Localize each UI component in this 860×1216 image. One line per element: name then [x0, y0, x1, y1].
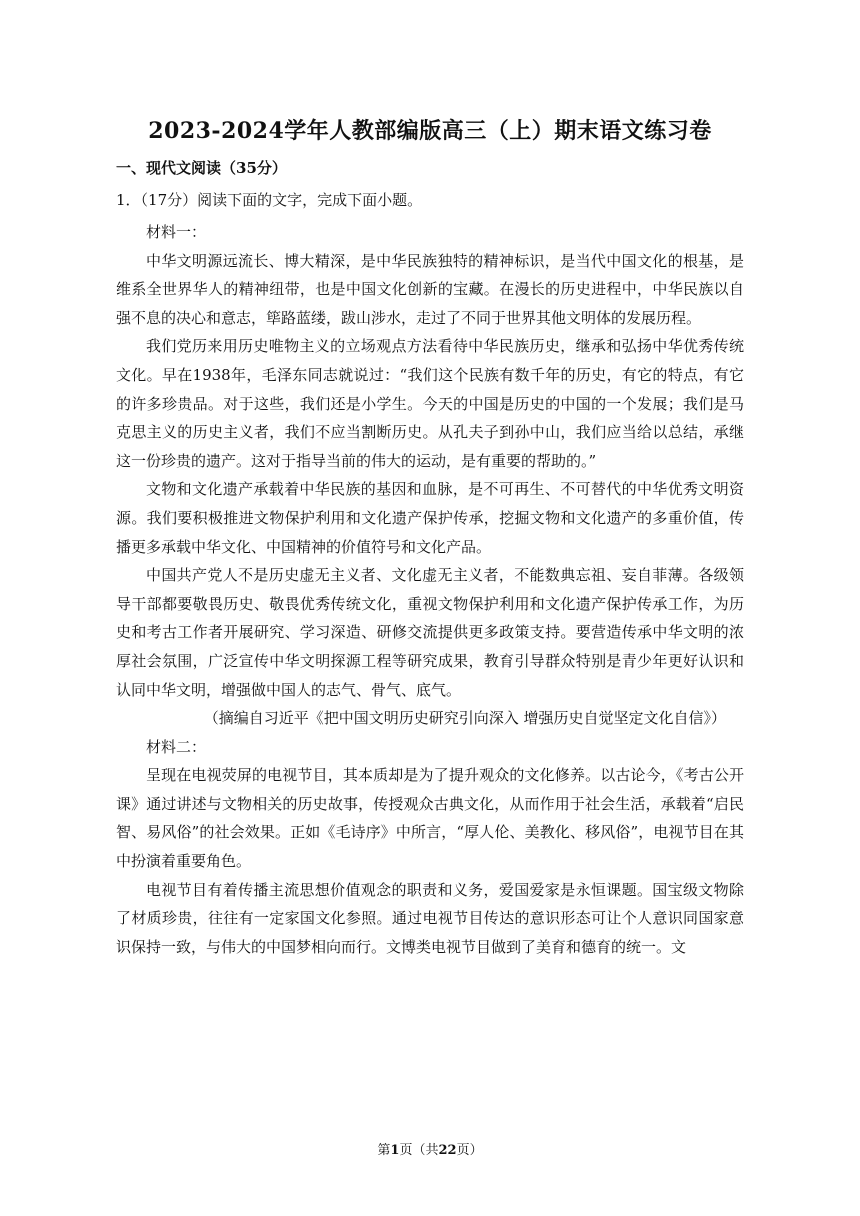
- paragraph: 呈现在电视荧屏的电视节目，其本质却是为了提升观众的文化修养。以古论今，《考古公开课》通过讲述与文物相关的历史故事，传授观众古典文化，从而作用于社会生活，承载着“启民智、易风俗”的社会效果。正如《毛诗序》中所言，“厚人伦、美教化、移风俗”，电视节目在其中扮演着重要角色。: [116, 766, 744, 871]
- page-footer: [0, 1139, 860, 1158]
- question-prompt: 1．（17分）阅读下面的文字，完成下面小题。: [116, 191, 423, 209]
- section-heading: 一、现代文阅读（35分）: [116, 159, 287, 177]
- material-label: 材料二：: [146, 737, 207, 756]
- paragraph: 文物和文化遗产承载着中华民族的基因和血脉，是不可再生、不可替代的中华优秀文明资源。我们要积极推进文物保护利用和文化遗产保护传承，挖掘文物和文化遗产的多重价值，传播更多承载中华文化、中国精神的价值符号和文化产品。: [116, 480, 744, 556]
- total-pages: 22: [438, 1143, 457, 1158]
- paragraph: 我们党历来用历史唯物主义的立场观点方法看待中华民族历史，继承和弘扬中华优秀传统文化。早在1938年，毛泽东同志就说过：“我们这个民族有数千年的历史，有它的特点，有它的许多珍贵品。对于这些，我们还是小学生。今天的中国是历史的中国的一个发展；我们是马克思主义的历史主义者，我们不应当割断历史。从孔夫子到孙中山，我们应当给以总结，承继这一份珍贵的遗产。这对于指导当前的伟大的运动，是有重要的帮助的。”: [116, 337, 744, 470]
- material-label: 材料一：: [146, 223, 207, 241]
- paragraph: 电视节目有着传播主流思想价值观念的职责和义务，爱国爱家是永恒课题。国宝级文物除了材质珍贵，往往有一定家国文化参照。通过电视节目传达的意识形态可让个人意识同国家意识保持一致，与伟大的中国梦相向而行。文博类电视节目做到了美育和德育的统一。文: [116, 880, 744, 956]
- source-citation: （摘编自习近平《把中国文明历史研究引向深入 增强历史自觉坚定文化自信》）: [203, 709, 726, 728]
- footer-suffix: 页）: [456, 1143, 483, 1158]
- footer-middle: 页（共: [399, 1143, 439, 1158]
- reading-passage: [116, 218, 744, 961]
- page-title: 2023-2024学年人教部编版高三（上）期末语文练习卷: [148, 118, 712, 144]
- footer-prefix: 第: [377, 1143, 391, 1158]
- paragraph: 中国共产党人不是历史虚无主义者、文化虚无主义者，不能数典忘祖、妄自菲薄。各级领导干部都要敬畏历史、敬畏优秀传统文化，重视文物保护利用和文化遗产保护传承工作，为历史和考古工作者开展研究、学习深造、研修交流提供更多政策支持。要营造传承中华文明的浓厚社会氛围，广泛宣传中华文明探源工程等研究成果，教育引导群众特别是青少年更好认识和认同中华文明，增强做中国人的志气、骨气、底气。: [116, 566, 744, 699]
- page-number: 1: [390, 1143, 400, 1158]
- paragraph: 中华文明源远流长、博大精深，是中华民族独特的精神标识，是当代中国文化的根基，是维系全世界华人的精神纽带，也是中国文化创新的宝藏。在漫长的历史进程中，中华民族以自强不息的决心和意志，筚路蓝缕，跋山涉水，走过了不同于世界其他文明体的发展历程。: [116, 251, 744, 327]
